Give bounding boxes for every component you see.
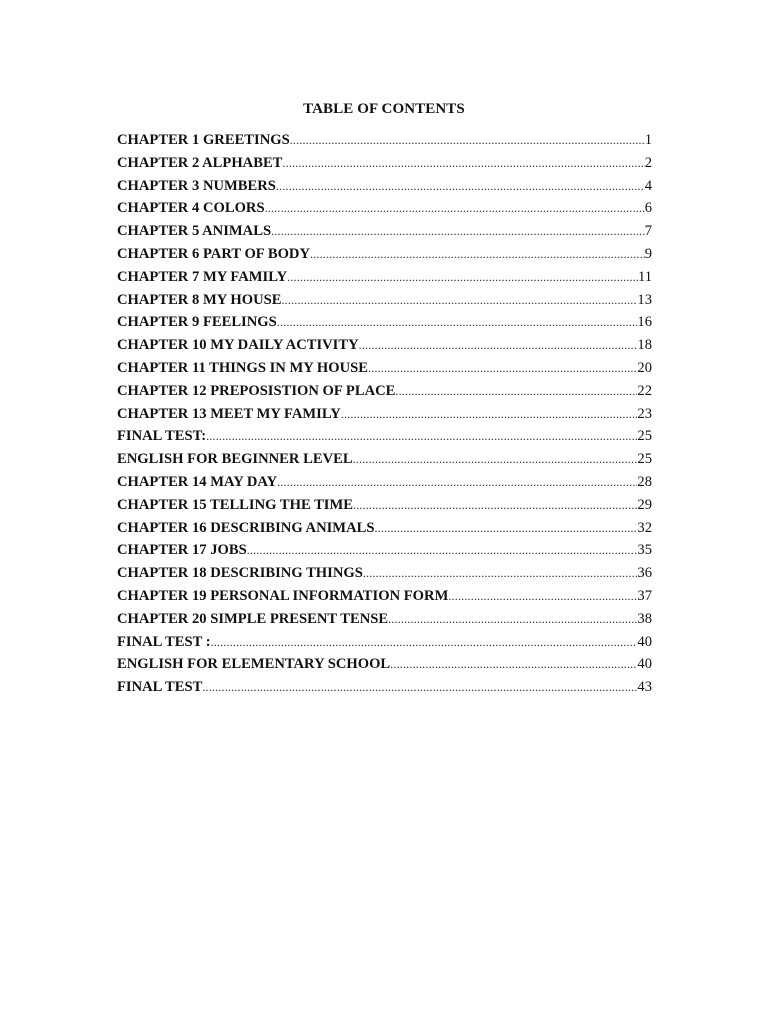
toc-entry[interactable] <box>117 634 652 657</box>
toc-entry-label: CHAPTER 7 MY FAMILY <box>117 268 288 285</box>
toc-entry-label: CHAPTER 19 PERSONAL INFORMATION FORM <box>117 587 449 604</box>
toc-entry-page-number: 37 <box>637 587 652 604</box>
toc-dot-leader <box>353 452 638 467</box>
toc-entry-label: CHAPTER 20 SIMPLE PRESENT TENSE <box>117 610 389 627</box>
toc-entry[interactable] <box>117 679 652 702</box>
toc-dot-leader <box>265 201 645 216</box>
toc-dot-leader <box>271 224 645 239</box>
toc-entry-page-number: 16 <box>637 314 652 331</box>
toc-entry[interactable] <box>117 360 652 383</box>
toc-entry-label: CHAPTER 6 PART OF BODY <box>117 245 310 262</box>
toc-entry-page-number: 25 <box>637 428 652 445</box>
toc-dot-leader <box>390 657 637 672</box>
toc-entry[interactable] <box>117 611 652 634</box>
toc-dot-leader <box>353 498 637 513</box>
toc-list <box>117 132 652 702</box>
toc-entry-page-number: 23 <box>637 405 652 422</box>
toc-entry[interactable] <box>117 451 652 474</box>
toc-entry[interactable] <box>117 520 652 543</box>
toc-entry-page-number: 29 <box>637 496 652 513</box>
toc-dot-leader <box>388 612 637 627</box>
toc-dot-leader <box>290 133 645 148</box>
toc-entry-label: CHAPTER 11 THINGS IN MY HOUSE <box>117 359 368 376</box>
toc-entry-label: CHAPTER 2 ALPHABET <box>117 154 283 171</box>
toc-entry-label: CHAPTER 14 MAY DAY <box>117 473 278 490</box>
toc-entry[interactable] <box>117 656 652 679</box>
toc-dot-leader <box>277 475 637 490</box>
toc-entry-label: CHAPTER 3 NUMBERS <box>117 177 276 194</box>
toc-entry-page-number: 2 <box>644 154 652 171</box>
toc-entry-page-number: 35 <box>637 542 652 559</box>
toc-entry[interactable] <box>117 132 652 155</box>
toc-entry-page-number: 38 <box>637 610 652 627</box>
toc-entry-label: CHAPTER 15 TELLING THE TIME <box>117 496 353 513</box>
toc-entry-page-number: 13 <box>637 291 652 308</box>
toc-entry-label: ENGLISH FOR ELEMENTARY SCHOOL <box>117 656 391 673</box>
toc-dot-leader <box>211 635 638 650</box>
toc-entry-page-number: 20 <box>637 359 652 376</box>
toc-entry-label: FINAL TEST: <box>117 428 207 445</box>
toc-entry-label: CHAPTER 5 ANIMALS <box>117 223 272 240</box>
toc-entry-page-number: 9 <box>644 245 652 262</box>
toc-dot-leader <box>276 179 645 194</box>
toc-dot-leader <box>206 429 637 444</box>
toc-entry[interactable] <box>117 406 652 429</box>
toc-entry[interactable] <box>117 497 652 520</box>
toc-entry-label: FINAL TEST : <box>117 633 211 650</box>
toc-dot-leader <box>247 543 638 558</box>
toc-entry[interactable] <box>117 269 652 292</box>
toc-entry-page-number: 1 <box>644 132 652 148</box>
toc-entry[interactable] <box>117 428 652 451</box>
toc-dot-leader <box>277 315 638 330</box>
toc-dot-leader <box>374 521 637 536</box>
toc-entry[interactable] <box>117 292 652 315</box>
toc-entry-page-number: 40 <box>637 656 652 673</box>
toc-entry[interactable] <box>117 337 652 360</box>
toc-entry-label: CHAPTER 13 MEET MY FAMILY <box>117 405 341 422</box>
toc-dot-leader <box>341 407 638 422</box>
toc-entry[interactable] <box>117 542 652 565</box>
toc-dot-leader <box>310 247 645 262</box>
toc-entry-page-number: 40 <box>637 633 652 650</box>
toc-entry-page-number: 25 <box>637 451 652 468</box>
toc-entry-page-number: 4 <box>644 177 652 194</box>
toc-entry[interactable] <box>117 178 652 201</box>
toc-dot-leader <box>281 293 637 308</box>
toc-entry[interactable] <box>117 314 652 337</box>
toc-entry-label: CHAPTER 10 MY DAILY ACTIVITY <box>117 337 359 354</box>
toc-entry[interactable] <box>117 246 652 269</box>
toc-entry-label: CHAPTER 1 GREETINGS <box>117 132 290 148</box>
toc-entry-page-number: 11 <box>637 268 652 285</box>
toc-entry-page-number: 22 <box>637 382 652 399</box>
toc-dot-leader <box>448 589 637 604</box>
toc-entry-page-number: 7 <box>644 223 652 240</box>
toc-entry[interactable] <box>117 223 652 246</box>
toc-entry-label: CHAPTER 4 COLORS <box>117 200 265 217</box>
toc-entry-label: CHAPTER 12 PREPOSISTION OF PLACE <box>117 382 396 399</box>
toc-entry[interactable] <box>117 588 652 611</box>
toc-entry[interactable] <box>117 565 652 588</box>
toc-entry[interactable] <box>117 200 652 223</box>
toc-entry-label: CHAPTER 8 MY HOUSE <box>117 291 282 308</box>
toc-entry-page-number: 32 <box>637 519 652 536</box>
toc-entry[interactable] <box>117 383 652 406</box>
toc-entry-page-number: 18 <box>637 337 652 354</box>
toc-entry[interactable] <box>117 155 652 178</box>
toc-dot-leader <box>282 156 644 171</box>
toc-entry-page-number: 28 <box>637 473 652 490</box>
toc-dot-leader <box>202 680 637 695</box>
toc-dot-leader <box>359 338 638 353</box>
toc-entry-label: CHAPTER 18 DESCRIBING THINGS <box>117 565 363 582</box>
toc-dot-leader <box>287 270 638 285</box>
toc-title: TABLE OF CONTENTS <box>303 101 465 117</box>
toc-entry-label: FINAL TEST <box>117 679 203 696</box>
toc-entry-label: CHAPTER 17 JOBS <box>117 542 247 559</box>
toc-entry-label: CHAPTER 16 DESCRIBING ANIMALS <box>117 519 375 536</box>
toc-entry[interactable] <box>117 474 652 497</box>
toc-entry-label: CHAPTER 9 FEELINGS <box>117 314 277 331</box>
toc-dot-leader <box>368 361 637 376</box>
toc-dot-leader <box>363 566 638 581</box>
toc-entry-page-number: 6 <box>644 200 652 217</box>
toc-entry-page-number: 36 <box>637 565 652 582</box>
toc-entry-page-number: 43 <box>637 679 652 696</box>
toc-dot-leader <box>395 384 637 399</box>
toc-entry-label: ENGLISH FOR BEGINNER LEVEL <box>117 451 353 468</box>
